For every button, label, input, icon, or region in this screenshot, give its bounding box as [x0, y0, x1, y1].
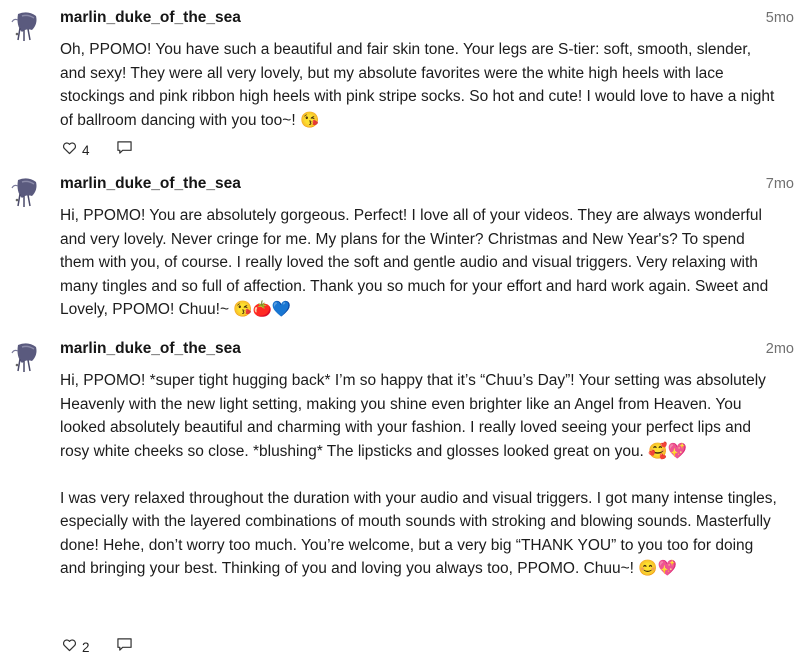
reply-button[interactable] [116, 140, 133, 160]
comment-body [60, 204, 780, 322]
avatar[interactable] [8, 174, 44, 210]
reply-button[interactable] [116, 637, 133, 657]
comment-username[interactable]: marlin_duke_of_the_sea [60, 175, 241, 192]
like-button[interactable] [62, 141, 90, 160]
comment-actions [62, 637, 133, 657]
comment-timestamp: 5mo [765, 10, 794, 26]
reply-icon [116, 637, 133, 657]
comment-text: I was very relaxed throughout the duration with your audio and visual triggers. I got many intense tingles, especially with the layered combinations of mouth sounds with stroking and blowing sounds. Masterfully done! Hehe, don’t worry too much. You’re welcome, but a very big “THANK YOU” to you too for doing and bringing your best. Thinking of you and loving you always too, PPOMO. Chuu~! 😊💖 [60, 489, 777, 577]
heart-icon [62, 638, 77, 657]
comment-text: Hi, PPOMO! You are absolutely gorgeous. Perfect! I love all of your videos. They are always wonderful and very lovely. Never cringe for me. My plans for the Winter? Christmas and New Year's? To spend them with you, of course. I really loved the soft and gentle audio and visual triggers. Very relaxing with many tingles and so full of affection. Thank you so much for your effort and hard work again. Sweet and Lovely, PPOMO! Chuu!~ 😘🍅💙 [60, 207, 769, 318]
comment-username[interactable]: marlin_duke_of_the_sea [60, 9, 241, 26]
reply-icon [116, 140, 133, 160]
comment-text: Oh, PPOMO! You have such a beautiful and fair skin tone. Your legs are S-tier: soft, smooth, slender, and sexy! They were all very lovely, but my absolute favorites were the white high heels with lace stockings and pink ribbon high heels with pink stripe socks. So hot and cute! I would love to have a night of ballroom dancing with you too~! 😘 [60, 41, 775, 129]
avatar[interactable] [8, 339, 44, 375]
comment-body [60, 369, 780, 581]
comment-username[interactable]: marlin_duke_of_the_sea [60, 340, 241, 357]
like-count: 4 [82, 142, 90, 158]
like-button[interactable] [62, 638, 90, 657]
heart-icon [62, 141, 77, 160]
comment-timestamp: 2mo [765, 341, 794, 357]
avatar[interactable] [8, 8, 44, 44]
comment-body [60, 38, 780, 132]
like-count: 2 [82, 639, 90, 655]
comment-timestamp: 7mo [765, 176, 794, 192]
comment-text: Hi, PPOMO! *super tight hugging back* I’m so happy that it’s “Chuu’s Day”! Your setting was absolutely Heavenly with the new light setting, making you shine even brighter like an Angel from Heaven. You looked absolutely beautiful and charming with your fashion. I really loved seeing your perfect lips and rosy white cheeks so close. *blushing* The lipsticks and glosses looked great on you. 🥰💖 [60, 372, 766, 460]
comment-actions [62, 140, 133, 160]
